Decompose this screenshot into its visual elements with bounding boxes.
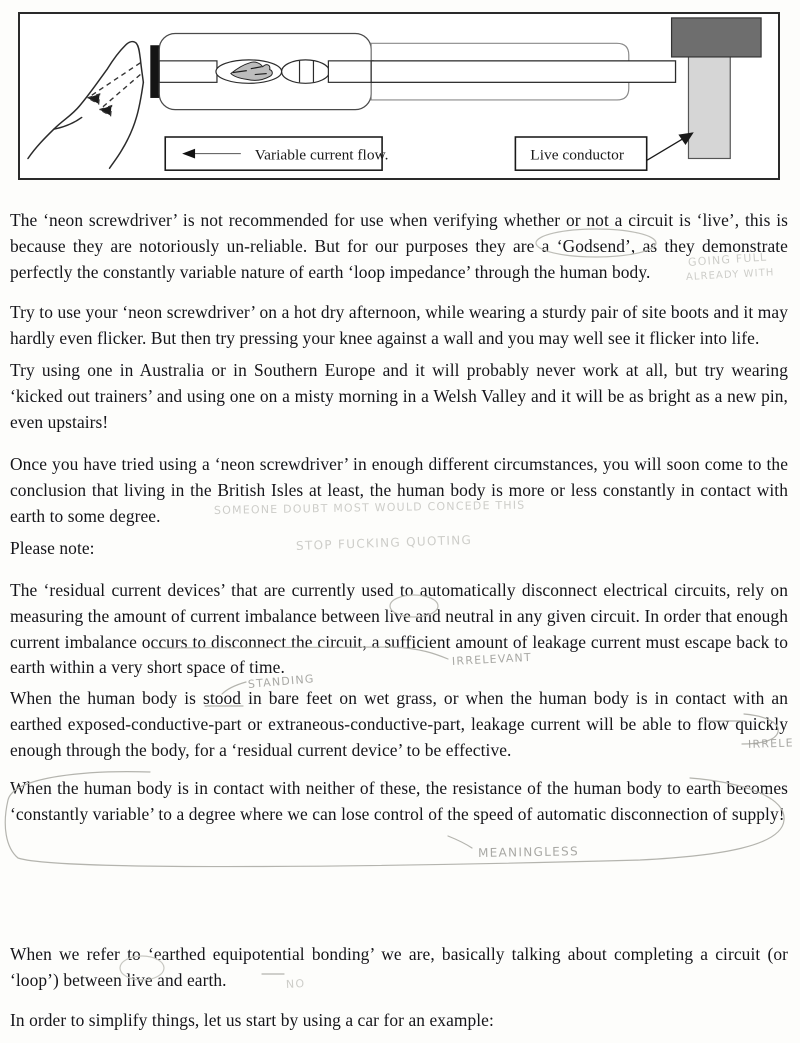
caption-right-text: Live conductor — [530, 146, 625, 164]
annotation-stop-quoting: STOP FUCKING QUOTING — [295, 532, 473, 553]
live-conductor-pointer — [647, 133, 693, 160]
annotation-going-full: GOING FULL — [687, 250, 768, 269]
thumb-contact-plate — [150, 45, 159, 98]
paragraph-8: When the human body is in contact with neither of these, the resistance of the human body to earth becomes ‘constantly variable’ to a degree where we can lose control of the speed of automatic disconnection of supply! — [10, 778, 788, 824]
hand-outline — [28, 42, 143, 169]
paragraph-2: Try to use your ‘neon screwdriver’ on a hot dry afternoon, while wearing a sturdy pair of site boots and it may hardly even flicker. But then try pressing your knee against a wall and you may well see it flicker into life. — [10, 302, 788, 348]
paragraph-5-please-note: Please note: — [10, 538, 95, 558]
handle-barrel-right — [328, 61, 373, 82]
paragraph-6: The ‘residual current devices’ that are currently used to automatically disconnect electrical circuits, rely on measuring the amount of current imbalance between live and neutral in any given circuit. In order that enough current imbalance occurs to disconnect the circuit, a sufficient amount of leakage current must escape back to earth within a very short space of time. — [10, 580, 788, 678]
ink-leader-meaningless — [448, 836, 472, 848]
paragraph-3: Try using one in Australia or in Southern Europe and it will probably never work at all, but try wearing ‘kicked out trainers’ and using one on a misty morning in a Welsh Valley and it will be as bright as a new pin, even upstairs! — [10, 360, 788, 432]
live-conductor-bar — [688, 51, 730, 158]
paragraph-1: The ‘neon screwdriver’ is not recommended for use when verifying whether or not a circuit is ‘live’, this is because they are notoriously un-reliable. But for our purposes they are a ‘Godsend’, as they demonstrate perfectly the constantly variable nature of earth ‘loop impedance’ through the human body. — [10, 210, 788, 282]
paragraph-4: Once you have tried using a ‘neon screwdriver’ in enough different circumstances, you will soon come to the conclusion that living in the British Isles at least, the human body is more or less constantly in contact with earth to some degree. — [10, 454, 788, 526]
annotation-someone-doubt: SOMEONE DOUBT MOST WOULD CONCEDE THIS — [213, 498, 526, 517]
annotation-meaningless: MEANINGLESS — [477, 844, 580, 860]
screwdriver-shaft — [371, 61, 675, 82]
caption-box-variable-current — [165, 137, 388, 170]
current-flow-arrows — [88, 63, 141, 116]
neon-screwdriver-diagram — [18, 12, 780, 180]
terminal-block — [672, 18, 762, 57]
caption-box-live-conductor — [515, 137, 646, 170]
handle-ring-contact — [282, 60, 330, 83]
caption-left-text: Variable current flow. — [254, 146, 389, 164]
paragraph-9: When we refer to ‘earthed equipotential bonding’ we are, basically talking about completing a circuit (or ‘loop’) between live and earth. — [10, 944, 788, 990]
annotation-irrelevant-2: IRRELE — [747, 736, 795, 751]
diagram-svg — [20, 14, 778, 178]
paragraph-7: When the human body is stood in bare feet on wet grass, or when the human body is in contact with an earthed exposed-conductive-part or extraneous-conductive-part, leakage current will be able to flow quickly enough through the body, for a ‘residual current device’ to be effective. — [10, 688, 788, 760]
paragraph-10: In order to simplify things, let us start by using a car for an example: — [10, 1010, 494, 1030]
annotation-already-with: ALREADY WITH — [685, 267, 775, 283]
annotation-irrelevant-1: IRRELEVANT — [451, 650, 533, 668]
handle-barrel-left — [159, 61, 217, 82]
annotation-no: NO — [285, 976, 306, 991]
annotation-standing: STANDING — [247, 672, 316, 691]
